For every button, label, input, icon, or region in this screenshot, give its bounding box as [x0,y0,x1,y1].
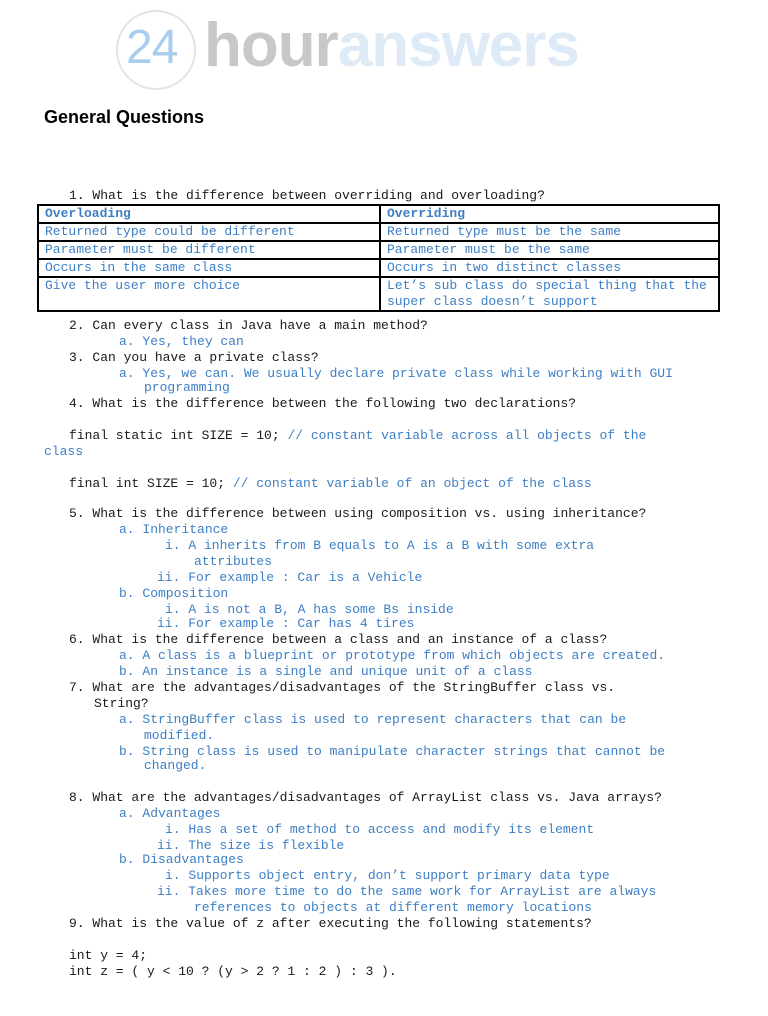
code-line [69,476,592,492]
code-line: int z = ( y < 10 ? (y > 2 ? 1 : 2 ) : 3 ). [69,964,397,979]
answer-8a: a. Advantages [119,806,221,821]
answer-7a: a. StringBuffer class is used to represent characters that can be [119,712,627,727]
answer-5b-ii: ii. For example : Car has 4 tires [157,616,415,631]
logo-word-hour: hour [204,11,338,80]
answer-7b-cont: changed. [144,758,207,773]
answer-8b-i: i. Supports object entry, don’t support primary data type [165,868,610,883]
table-cell: Give the user more choice [38,277,380,311]
answer-7a-cont: modified. [144,728,215,743]
answer-3a: a. Yes, we can. We usually declare private class while working with GUI [119,366,673,381]
table-row [38,223,719,241]
question-4: 4. What is the difference between the following two declarations? [69,396,577,411]
question-8: 8. What are the advantages/disadvantages of ArrayList class vs. Java arrays? [69,790,662,805]
table-cell: Parameter must be different [38,241,380,259]
site-logo [116,8,606,88]
answer-8a-i: i. Has a set of method to access and modify its element [165,822,595,837]
answer-8b-ii-cont: references to objects at different memory locations [194,900,592,915]
answer-8b: b. Disadvantages [119,852,244,867]
question-3: 3. Can you have a private class? [69,350,319,365]
table-cell: Occurs in the same class [38,259,380,277]
table-header-row [38,205,719,223]
question-2: 2. Can every class in Java have a main method? [69,318,428,333]
answer-2a: a. Yes, they can [119,334,244,349]
code-comment: // constant variable across all objects of the [287,428,647,443]
table-header-cell: Overriding [380,205,719,223]
code-comment: // constant variable of an object of the class [232,476,592,491]
answer-5b-i: i. A is not a B, A has some Bs inside [165,602,454,617]
code-line: int y = 4; [69,948,148,963]
question-1: 1. What is the difference between overriding and overloading? [69,188,545,203]
answer-6a: a. A class is a blueprint or prototype from which objects are created. [119,648,666,663]
table-cell: Returned type could be different [38,223,380,241]
table-row [38,277,719,311]
question-9: 9. What is the value of z after executing the following statements? [69,916,592,931]
table-cell: Returned type must be the same [380,223,719,241]
comparison-table [37,204,720,312]
answer-5a-i: i. A inherits from B equals to A is a B with some extra [165,538,595,553]
answer-5b: b. Composition [119,586,229,601]
logo-wordmark [204,10,579,82]
code-line [69,428,646,444]
question-5: 5. What is the difference between using composition vs. using inheritance? [69,506,647,521]
answer-6b: b. An instance is a single and unique unit of a class [119,664,533,679]
page-title: General Questions [44,107,205,127]
code-comment-cont: class [44,444,84,459]
table-cell: Let’s sub class do special thing that the super class doesn’t support [380,277,719,311]
answer-3a-cont: programming [144,380,230,395]
answer-7b: b. String class is used to manipulate character strings that cannot be [119,744,666,759]
answer-5a-i-cont: attributes [194,554,273,569]
table-cell: Occurs in two distinct classes [380,259,719,277]
code-text: final int SIZE = 10; [69,476,226,491]
table-header-cell: Overloading [38,205,380,223]
answer-5a: a. Inheritance [119,522,229,537]
logo-word-answers: answers [337,11,579,80]
question-7: 7. What are the advantages/disadvantages of the StringBuffer class vs. [69,680,616,695]
code-text: final static int SIZE = 10; [69,428,280,443]
answer-8a-ii: ii. The size is flexible [157,838,345,853]
table-row [38,241,719,259]
table-cell: Parameter must be the same [380,241,719,259]
logo-number: 24 [126,21,178,74]
table-row [38,259,719,277]
answer-8b-ii: ii. Takes more time to do the same work for ArrayList are always [157,884,657,899]
question-7-cont: String? [94,696,149,711]
question-6: 6. What is the difference between a class and an instance of a class? [69,632,608,647]
answer-5a-ii: ii. For example : Car is a Vehicle [157,570,423,585]
